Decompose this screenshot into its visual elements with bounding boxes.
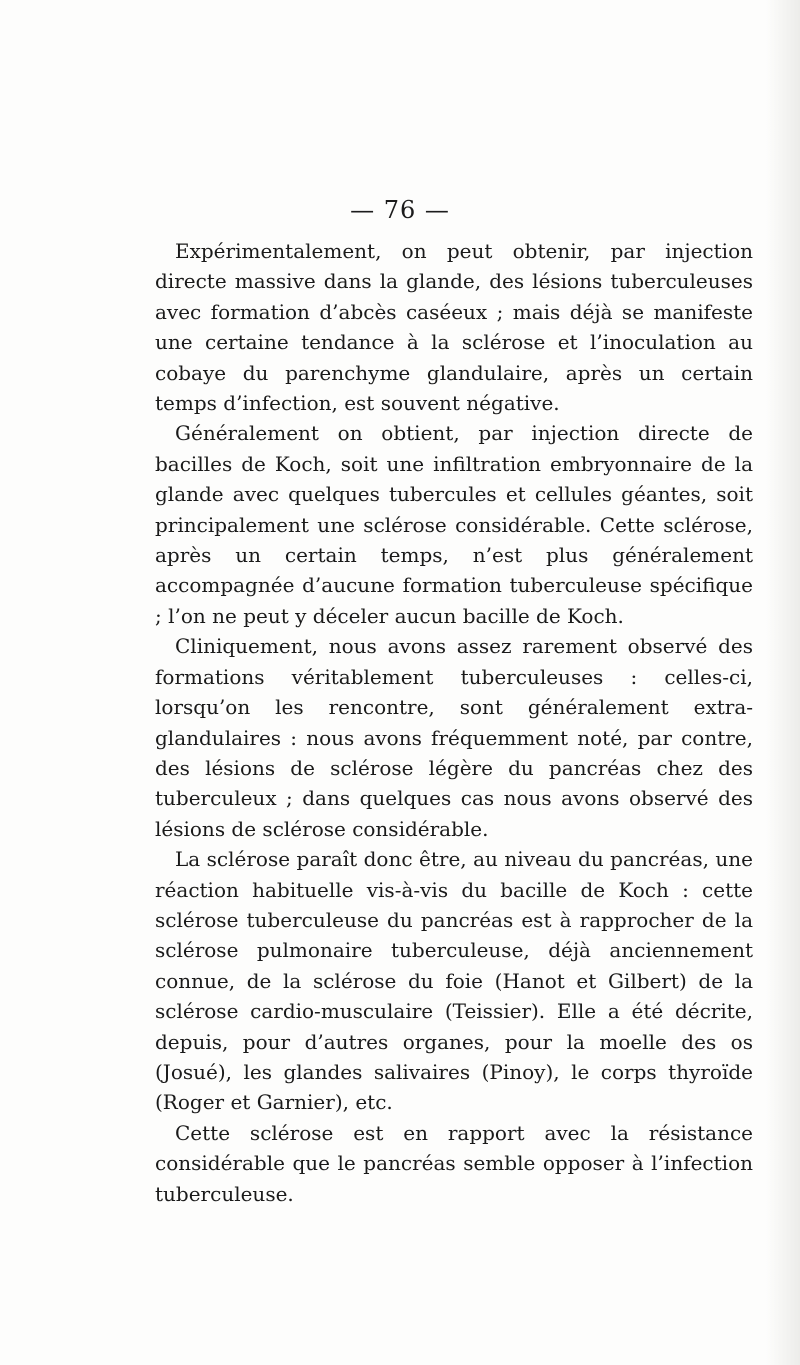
paragraph-clinical: Cliniquement, nous avons assez rarement observé des formations véritablement tuberculeuses : celles-ci, lorsqu’on les rencontre, sont généralement extra-glandulaires : nous avons fréquemment noté, par contre, des lésions de sclérose légère du pancréas chez des tuberculeux ; dans quelques cas nous avons observé des lésions de sclérose considérable.: [155, 634, 753, 841]
paragraph-resistance: Cette sclérose est en rapport avec la résistance considérable que le pancréas semble opposer à l’infection tuberculeuse.: [155, 1120, 753, 1206]
paragraph-general-injection: Généralement on obtient, par injection directe de bacilles de Koch, soit une infiltration embryonnaire de la glande avec quelques tubercules et cellules géantes, soit principalement une sclérose considérable. Cette sclérose, après un certain temps, n’est plus généralement accompagnée d’aucune formation tuberculeuse spécifique ; l’on ne peut y déceler aucun bacille de Koch.: [155, 421, 753, 628]
paragraph-sclerosis-reaction: La sclérose paraît donc être, au niveau du pancréas, une réaction habituelle vis-à-vis du bacille de Koch : cette sclérose tuberculeuse du pancréas est à rapprocher de la sclérose pulmonaire tuberculeuse, déjà anciennement connue, de la sclérose du foie (Hanot et Gilbert) de la sclérose cardio-musculaire (Teissier). Elle a été décrite, depuis, pour d’autres organes, pour la moelle des os (Josué), les glandes salivaires (Pinoy), le corps thyroïde (Roger et Garnier), etc.: [155, 847, 753, 1115]
page-edge-shadow: [766, 0, 800, 1365]
page-number: — 76 —: [350, 196, 450, 224]
body-text: [155, 236, 753, 1209]
paragraph-experimental: Expérimentalement, on peut obtenir, par injection directe massive dans la glande, des lésions tuberculeuses avec formation d’abcès caséeux ; mais déjà se manifeste une certaine tendance à la sclérose et l’inoculation au cobaye du parenchyme glandulaire, après un certain temps d’infection, est souvent négative.: [155, 239, 753, 416]
